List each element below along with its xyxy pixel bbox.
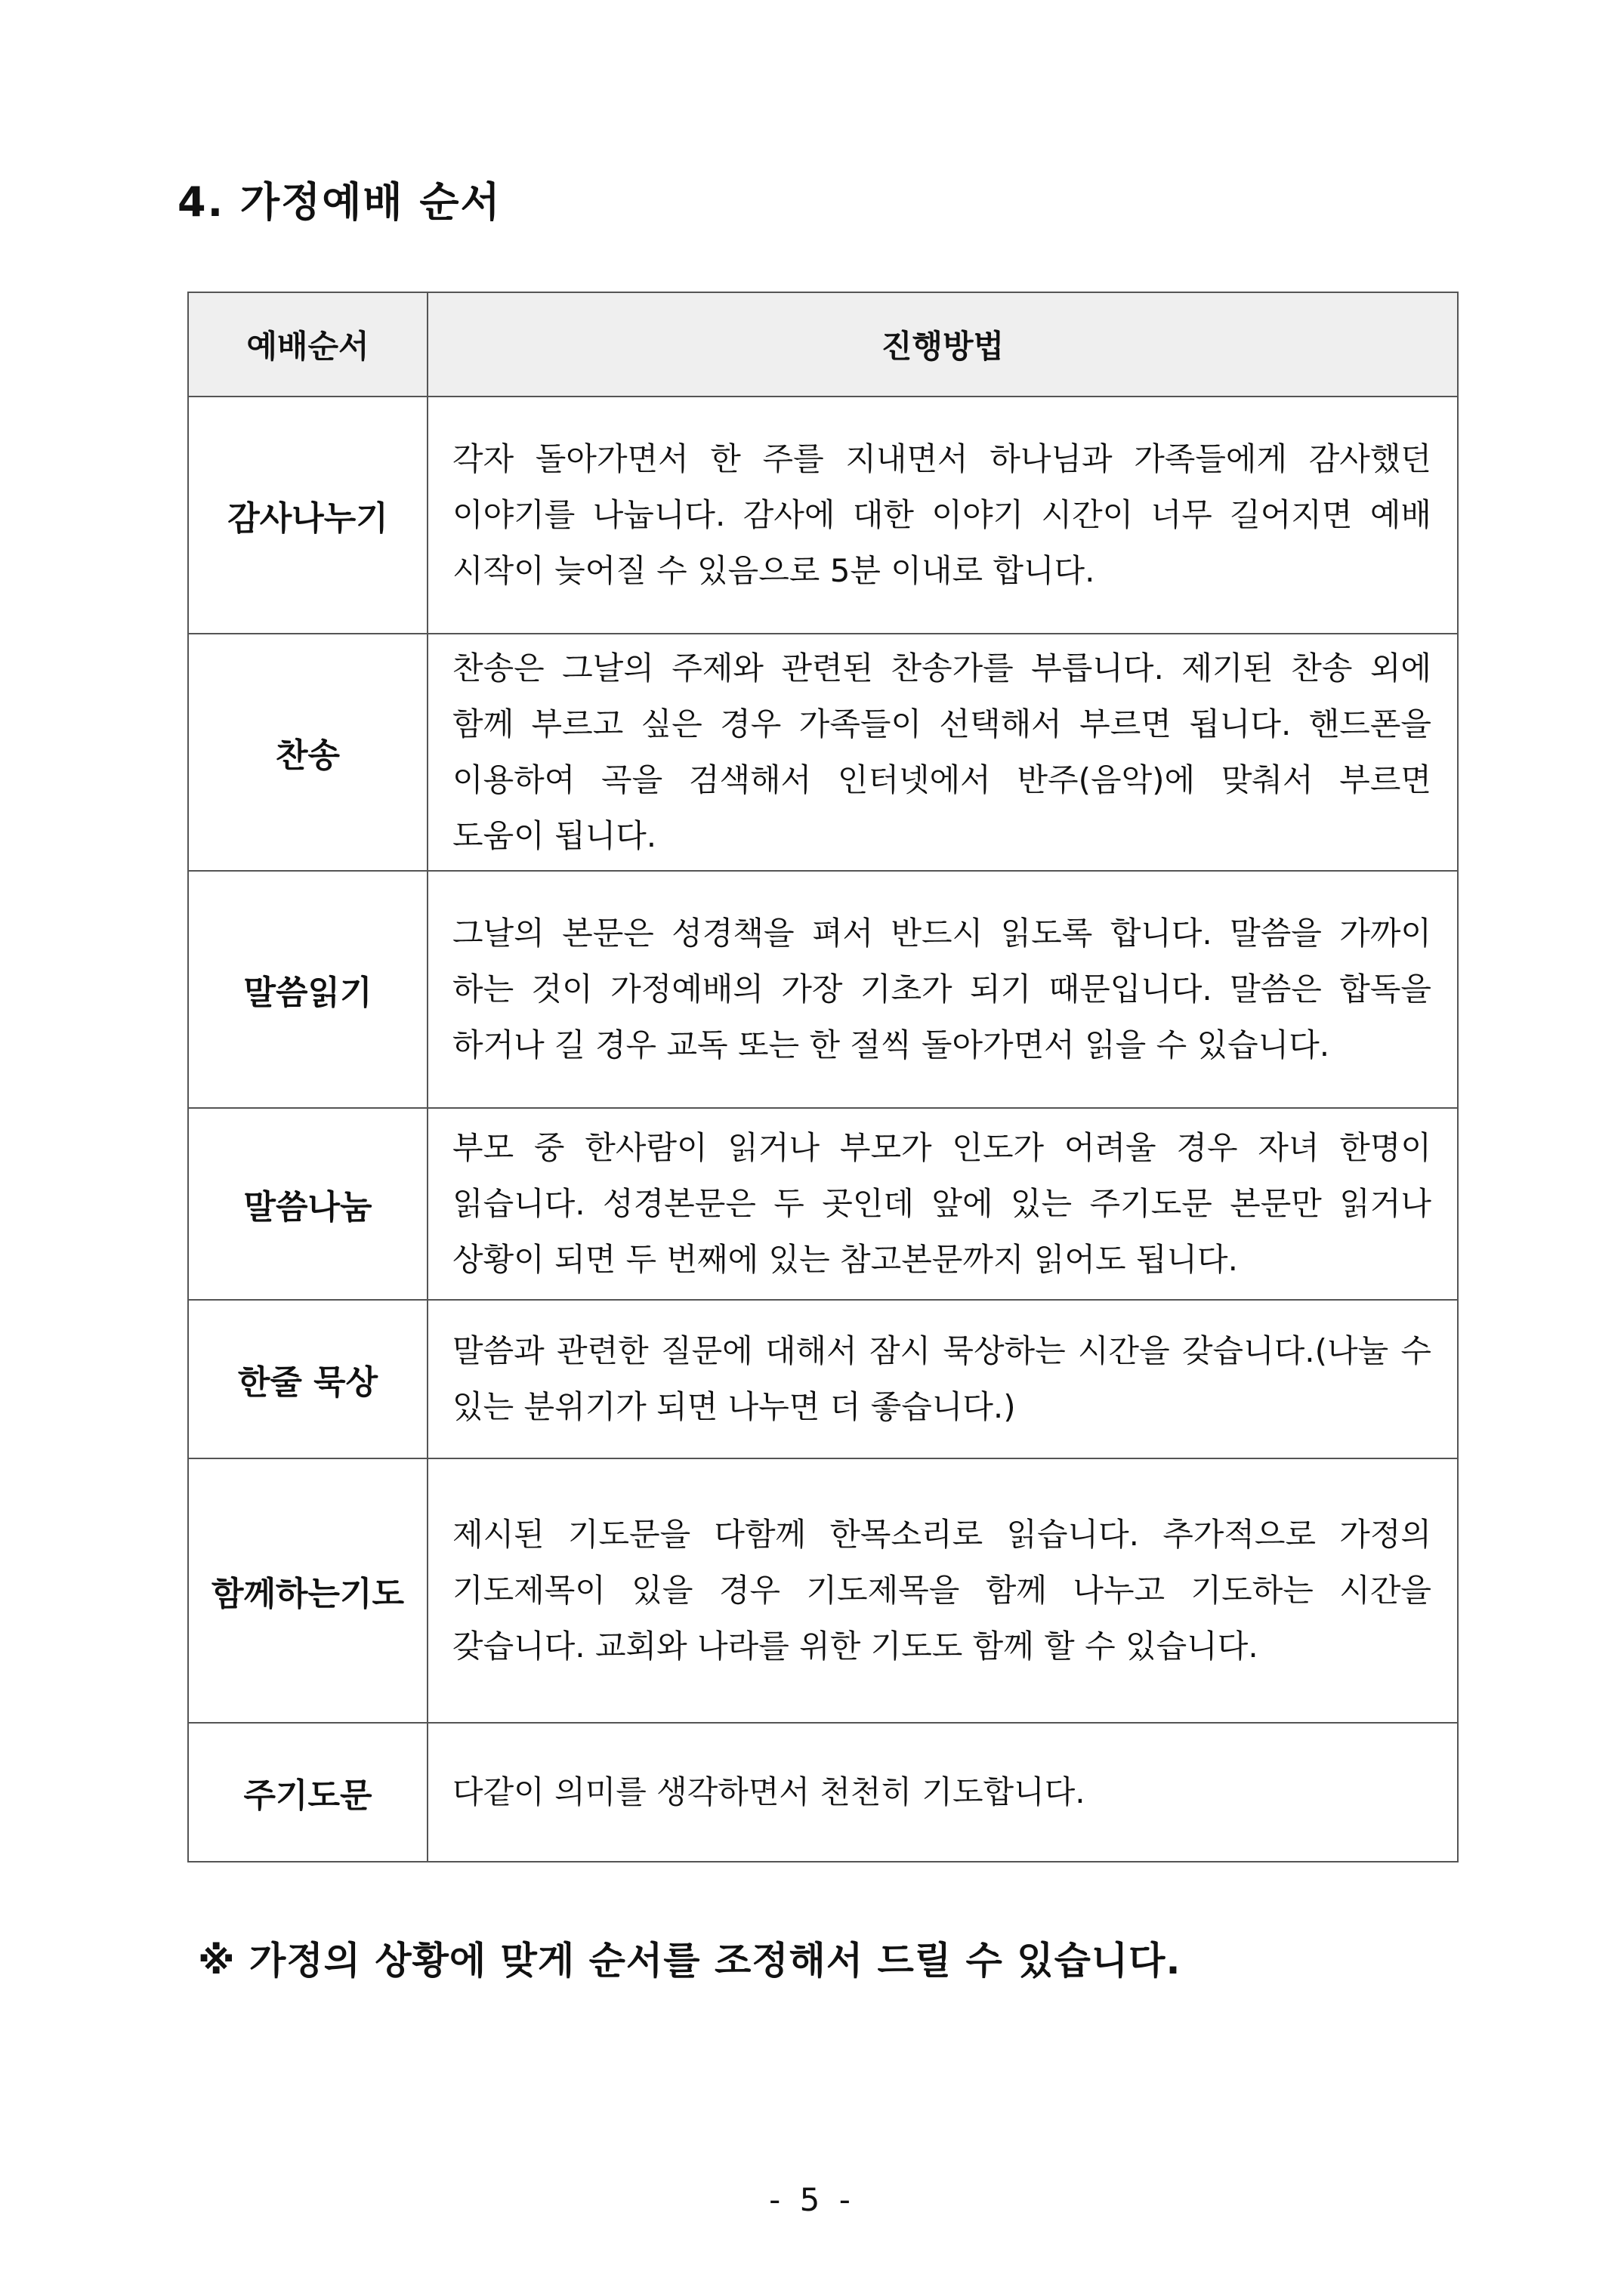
step-method: 각자 돌아가면서 한 주를 지내면서 하나님과 가족들에게 감사했던 이야기를 나눕니다. 감사에 대한 이야기 시간이 너무 길어지면 예배 시작이 늦어질 수 있음으로 5분 이내로 합니다. bbox=[428, 397, 1458, 634]
step-method: 제시된 기도문을 다함께 한목소리로 읽습니다. 추가적으로 가정의 기도제목이 있을 경우 기도제목을 함께 나누고 기도하는 시간을 갖습니다. 교회와 나라를 위한 기도도 함께 할 수 있습니다. bbox=[428, 1458, 1458, 1723]
step-label: 한줄 묵상 bbox=[188, 1300, 428, 1458]
page-number: - 5 - bbox=[769, 2181, 855, 2218]
table-row bbox=[188, 871, 1458, 1108]
table-header-row bbox=[188, 292, 1458, 397]
table-row bbox=[188, 1723, 1458, 1862]
table-row bbox=[188, 634, 1458, 871]
header-method: 진행방법 bbox=[428, 292, 1458, 397]
step-method: 다같이 의미를 생각하면서 천천히 기도합니다. bbox=[428, 1723, 1458, 1862]
section-title: 4. 가정예배 순서 bbox=[178, 178, 502, 226]
step-method: 찬송은 그날의 주제와 관련된 찬송가를 부릅니다. 제기된 찬송 외에 함께 부르고 싶은 경우 가족들이 선택해서 부르면 됩니다. 핸드폰을 이용하여 곡을 검색해서 인터넷에서 반주(음악)에 맞춰서 부르면 도움이 됩니다. bbox=[428, 634, 1458, 871]
step-label: 주기도문 bbox=[188, 1723, 428, 1862]
step-method: 그날의 본문은 성경책을 펴서 반드시 읽도록 합니다. 말씀을 가까이 하는 것이 가정예배의 가장 기초가 되기 때문입니다. 말씀은 합독을 하거나 길 경우 교독 또는 한 절씩 돌아가면서 읽을 수 있습니다. bbox=[428, 871, 1458, 1108]
table-row bbox=[188, 1300, 1458, 1458]
step-label: 말씀나눔 bbox=[188, 1108, 428, 1300]
step-label: 말씀읽기 bbox=[188, 871, 428, 1108]
header-step: 예배순서 bbox=[188, 292, 428, 397]
step-label: 찬송 bbox=[188, 634, 428, 871]
table-row bbox=[188, 1458, 1458, 1723]
step-method: 부모 중 한사람이 읽거나 부모가 인도가 어려울 경우 자녀 한명이 읽습니다. 성경본문은 두 곳인데 앞에 있는 주기도문 본문만 읽거나 상황이 되면 두 번째에 있는 참고본문까지 읽어도 됩니다. bbox=[428, 1108, 1458, 1300]
worship-order-table bbox=[187, 292, 1459, 1862]
table-row bbox=[188, 397, 1458, 634]
step-method: 말씀과 관련한 질문에 대해서 잠시 묵상하는 시간을 갖습니다.(나눌 수 있는 분위기가 되면 나누면 더 좋습니다.) bbox=[428, 1300, 1458, 1458]
step-label: 함께하는기도 bbox=[188, 1458, 428, 1723]
table-row bbox=[188, 1108, 1458, 1300]
step-label: 감사나누기 bbox=[188, 397, 428, 634]
adjustment-note: ※ 가정의 상황에 맞게 순서를 조정해서 드릴 수 있습니다. bbox=[198, 1939, 1181, 1983]
